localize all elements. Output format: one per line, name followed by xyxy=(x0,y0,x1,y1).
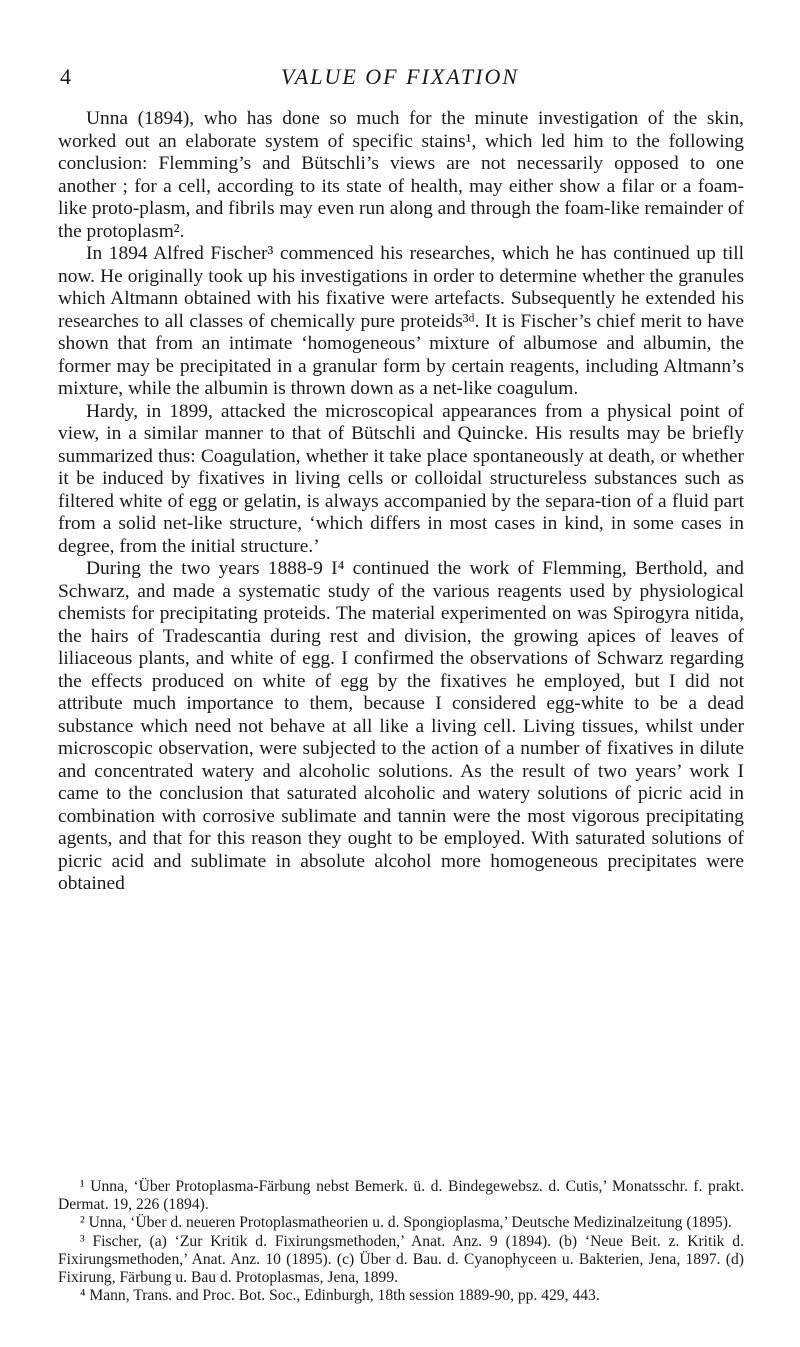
page-header xyxy=(60,64,740,94)
footnote-4: ⁴ Mann, Trans. and Proc. Bot. Soc., Edinburgh, 18th session 1889-90, pp. 429, 443. xyxy=(80,1287,600,1305)
paragraph-unna: Unna (1894), who has done so much for the minute investigation of the skin, worked out an elaborate system of specific stains¹, which led him to the following conclusion: Flemming’s and Bütschli’s views are not necessarily opposed to one another ; for a cell, according to its state of health, may either show a filar or a foam-like proto-plasm, and fibrils may even run along and through the foam-like remainder of the protoplasm². xyxy=(58,108,745,242)
paragraph-fischer: In 1894 Alfred Fischer³ commenced his researches, which he has continued up till now. He originally took up his investigations in order to determine whether the granules which Altmann obtained with his fixative were artefacts. Subsequently he extended his researches to all classes of chemically pure proteids³ᵈ. It is Fischer’s chief merit to have shown that from an intimate ‘homogeneous’ mixture of albumose and albumin, the former may be precipitated in a granular form by certain reagents, including Altmann’s mixture, while the albumin is thrown down as a net-like coagulum. xyxy=(58,243,744,399)
paragraph-hardy: Hardy, in 1899, attacked the microscopical appearances from a physical point of view, in a similar manner to that of Bütschli and Quincke. His results may be briefly summarized thus: Coagulation, whether it take place spontaneously at death, or whether it be induced by fixatives in living cells or colloidal structureless substances such as filtered white of egg or gelatin, is always accompanied by the separa-tion of a fluid part from a solid net-like structure, ‘which differs in most cases in kind, in some cases in degree, from the initial structure.’ xyxy=(58,400,744,557)
paragraph-author-work: During the two years 1888-9 I⁴ continued the work of Flemming, Berthold, and Schwarz, and made a systematic study of the various reagents used by physiological chemists for precipitating proteids. The material experimented on was Spirogyra nitida, the hairs of Tradescantia during rest and division, the growing apices of leaves of liliaceous plants, and white of egg. I confirmed the observations of Schwarz regarding the effects produced on white of egg by the fixatives he employed, but I did not attribute much importance to them, because I considered egg-white to be a dead substance which need not behave at all like a living cell. Living tissues, whilst under microscopic observation, were subjected to the action of a number of fixatives in dilute and concentrated watery and alcoholic solutions. As the result of two years’ work I came to the conclusion that saturated alcoholic and watery solutions of picric acid in combination with corrosive sublimate and tannin were the most vigorous precipitating agents, and that for this reason they ought to be employed. With saturated solutions of picric acid and sublimate in absolute alcohol more homogeneous precipitates were obtained xyxy=(58,558,744,894)
page-number: 4 xyxy=(60,64,71,89)
body-text xyxy=(58,108,744,896)
footnote-2: ² Unna, ‘Über d. neueren Protoplasmatheorien u. d. Spongioplasma,’ Deutsche Medizinalzeitung (1895). xyxy=(80,1214,732,1232)
footnotes xyxy=(58,1178,744,1305)
running-title: VALUE OF FIXATION xyxy=(280,64,520,89)
footnote-3: ³ Fischer, (a) ‘Zur Kritik d. Fixirungsmethoden,’ Anat. Anz. 9 (1894). (b) ‘Neue Beit. z. Kritik d. Fixirungsmethoden,’ Anat. Anz. 10 (1895). (c) Über d. Bau. d. Cyanophyceen u. Bakterien, Jena, 1897. (d) Fixirung, Färbung u. Bau d. Protoplasmas, Jena, 1899. xyxy=(58,1232,744,1287)
footnote-1: ¹ Unna, ‘Über Protoplasma-Färbung nebst Bemerk. ü. d. Bindegewebsz. d. Cutis,’ Monatsschr. f. prakt. Dermat. 19, 226 (1894). xyxy=(58,1178,744,1214)
